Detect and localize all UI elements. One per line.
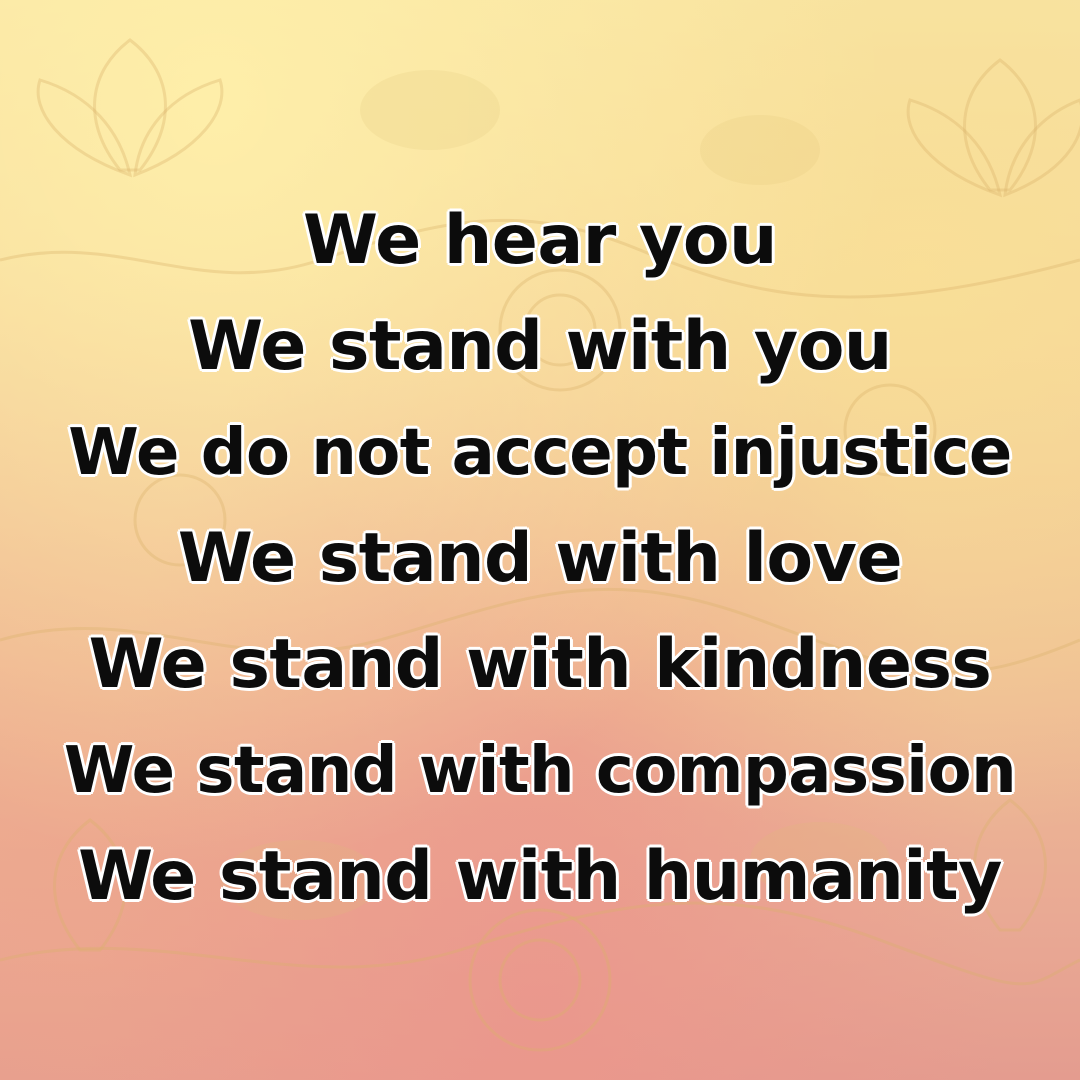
quote-line: We stand with compassion <box>63 734 1017 808</box>
lotus-ornament <box>95 40 166 170</box>
quote-text <box>0 188 1080 930</box>
quote-line: We stand with kindness <box>88 625 992 704</box>
quote-line: We stand with you <box>188 307 892 386</box>
lotus-ornament <box>965 60 1036 190</box>
quote-line: We hear you <box>303 201 777 280</box>
quote-line: We stand with humanity <box>78 837 1002 916</box>
quote-line: We do not accept injustice <box>68 416 1012 490</box>
quote-line: We stand with love <box>177 519 903 598</box>
